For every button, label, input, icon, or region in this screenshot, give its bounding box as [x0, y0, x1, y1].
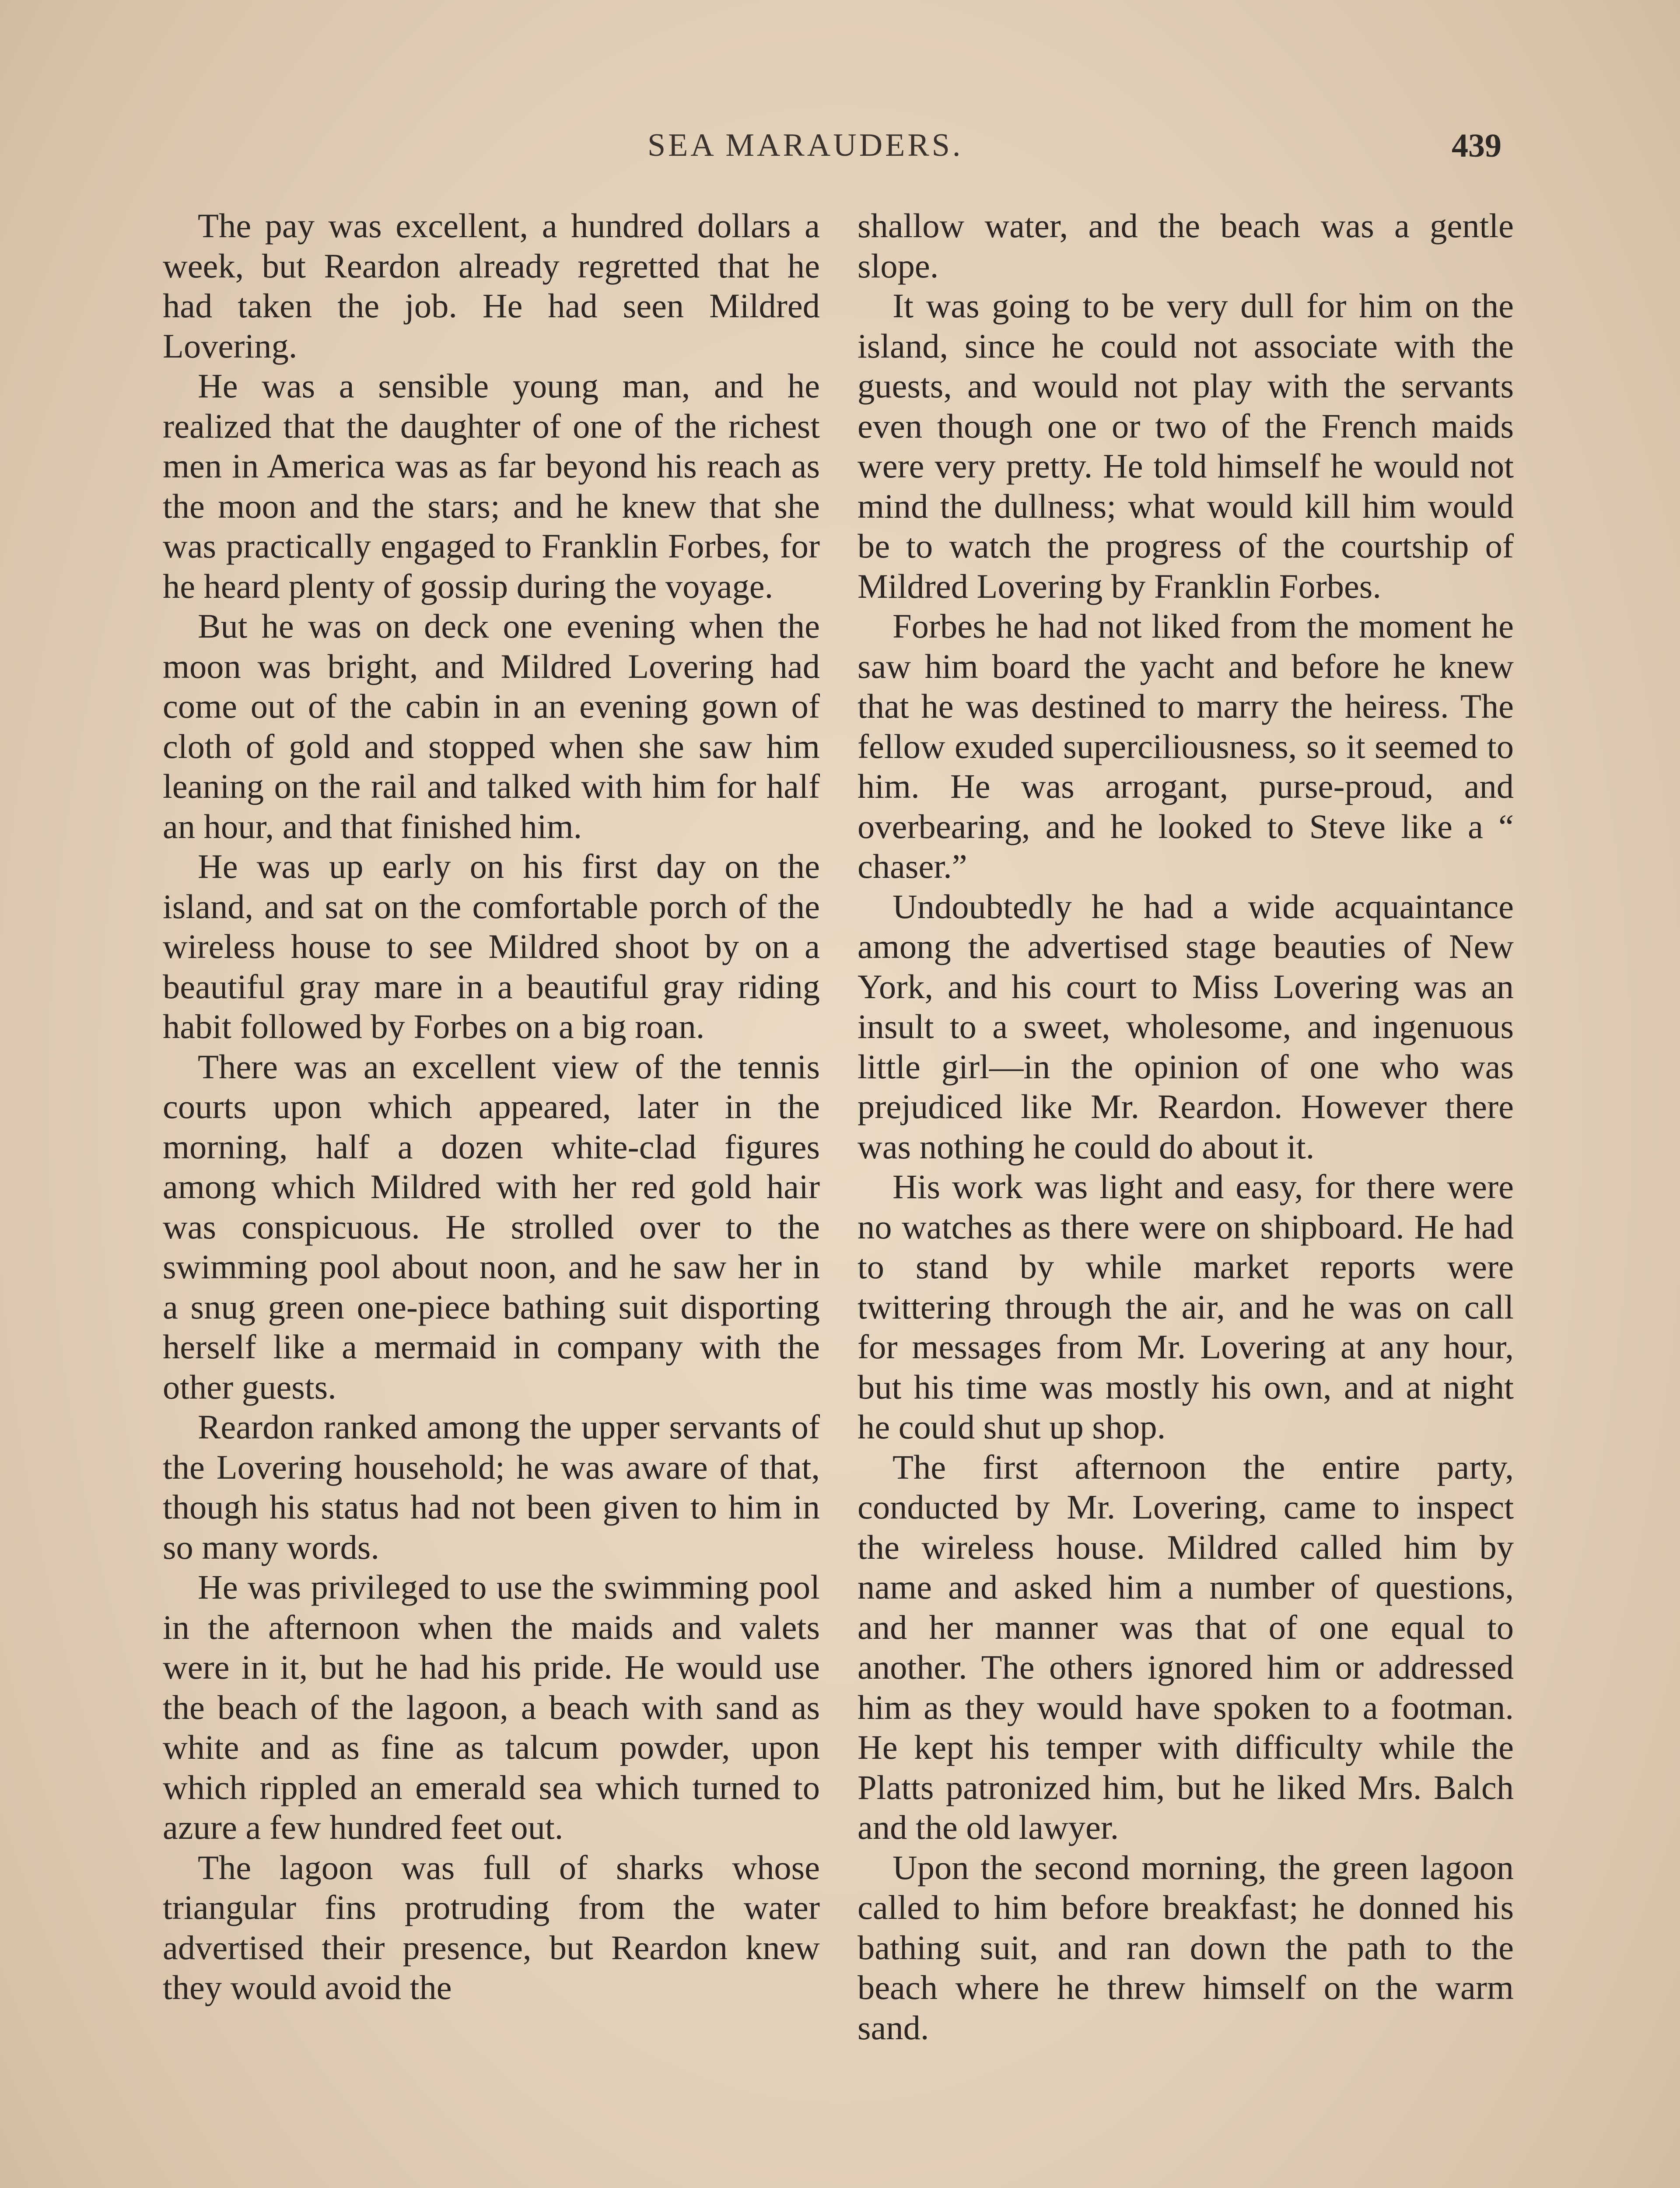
- right-column: [858, 206, 1514, 2188]
- paragraph-continuation: shallow water, and the beach was a gentle slope.: [858, 207, 1514, 285]
- paragraph: There was an excellent view of the tennis courts upon which appeared, later in the morning, half a dozen white-clad figures among which Mildred with her red gold hair was conspicuous. He strolled over to the swimming pool about noon, and he saw her in a snug green one-piece bathing suit disporting herself like a mermaid in company with the other guests.: [163, 1047, 820, 1406]
- paragraph: The lagoon was full of sharks whose triangular fins protruding from the water advertised their presence, but Reardon knew they would avoid the: [163, 1848, 820, 2006]
- paragraph: He was up early on his first day on the island, and sat on the comfortable porch of the wireless house to see Mildred shoot by on a beautiful gray mare in a beautiful gray riding habit followed by Forbes on a big roan.: [163, 847, 820, 1045]
- paragraph: Reardon ranked among the upper servants of the Lovering household; he was aware of that, though his status had not been given to him in so many words.: [163, 1408, 820, 1566]
- paragraph: Forbes he had not liked from the moment he saw him board the yacht and before he knew that he was destined to marry the heiress. The fellow exuded superciliousness, so it seemed to him. He was arrogant, purse-proud, and overbearing, and he looked to Steve like a “ chaser.”: [858, 607, 1514, 885]
- running-title: SEA MARAUDERS.: [648, 127, 963, 163]
- paragraph: He was a sensible young man, and he realized that the daughter of one of the richest men in America was as far beyond his reach as the moon and the stars; and he knew that she was practically engaged to Franklin Forbes, for he heard plenty of gossip during the voyage.: [163, 367, 820, 605]
- running-head: [0, 127, 1680, 175]
- paragraph: Upon the second morning, the green lagoon called to him before breakfast; he donned his bathing suit, and ran down the path to the beach where he threw himself on the warm sand.: [858, 1848, 1514, 2047]
- paragraph: Undoubtedly he had a wide acquaintance among the advertised stage beauties of New York, and his court to Miss Lovering was an insult to a sweet, wholesome, and ingenuous little girl—in the opinion of one who was prejudiced like Mr. Reardon. However there was nothing he could do about it.: [858, 887, 1514, 1166]
- paragraph: He was privileged to use the swimming pool in the afternoon when the maids and valets were in it, but he had his pride. He would use the beach of the lagoon, a beach with sand as white and as fine as talcum powder, upon which rippled an emerald sea which turned to azure a few hundred feet out.: [163, 1568, 820, 1846]
- left-column: [163, 206, 820, 2188]
- paragraph: But he was on deck one evening when the moon was bright, and Mildred Lovering had come out of the cabin in an evening gown of cloth of gold and stopped when she saw him leaning on the rail and talked with him for half an hour, and that finished him.: [163, 607, 820, 845]
- page-number: 439: [1452, 127, 1502, 164]
- paragraph: His work was light and easy, for there were no watches as there were on shipboard. He had to stand by while market reports were twittering through the air, and he was on call for messages from Mr. Lovering at any hour, but his time was mostly his own, and at night he could shut up shop.: [858, 1168, 1514, 1446]
- paragraph: The first afternoon the entire party, conducted by Mr. Lovering, came to inspect the wireless house. Mildred called him by name and asked him a number of questions, and her manner was that of one equal to another. The others ignored him or addressed him as they would have spoken to a footman. He kept his temper with difficulty while the Platts patronized him, but he liked Mrs. Balch and the old lawyer.: [858, 1448, 1514, 1846]
- paragraph: The pay was excellent, a hundred dollars a week, but Reardon already regretted that he had taken the job. He had seen Mildred Lovering.: [163, 207, 820, 365]
- paragraph: It was going to be very dull for him on the island, since he could not associate with the guests, and would not play with the servants even though one or two of the French maids were very pretty. He told himself he would not mind the dullness; what would kill him would be to watch the progress of the courtship of Mildred Lovering by Franklin Forbes.: [858, 287, 1514, 605]
